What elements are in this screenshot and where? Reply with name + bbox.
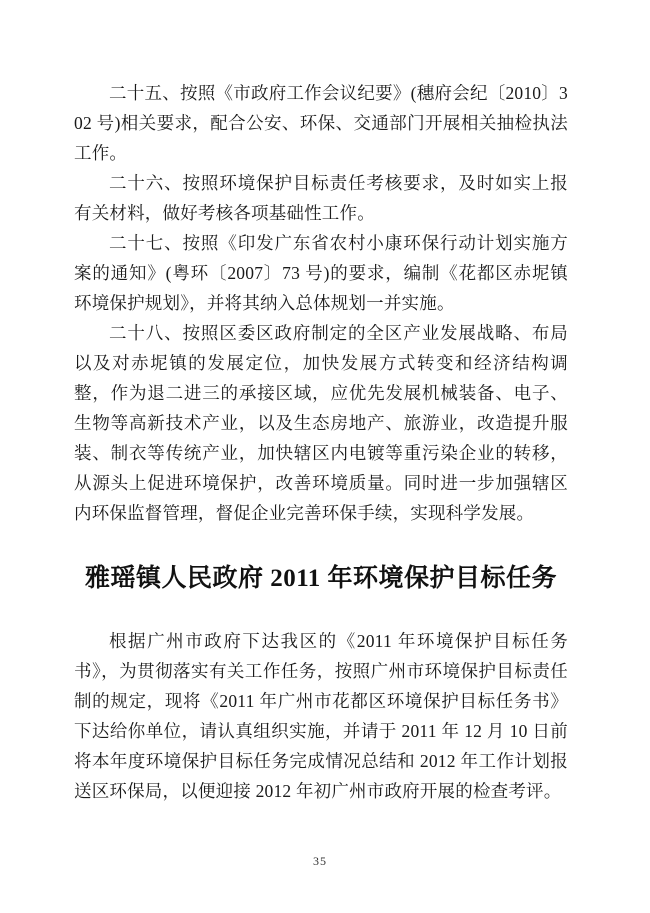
body-text-block-tasks [74,78,568,528]
section-heading: 雅瑶镇人民政府 2011 年环境保护目标任务 [84,565,558,592]
paragraph-item-27: 二十七、按照《印发广东省农村小康环保行动计划实施方案的通知》(粤环〔2007〕73 号)的要求，编制《花都区赤坭镇环境保护规划》，并将其纳入总体规划一并实施。 [74,233,568,313]
page-number: 35 [313,854,327,868]
paragraph-intro: 根据广州市政府下达我区的《2011 年环境保护目标任务书》，为贯彻落实有关工作任务，按照广州市环境保护目标责任制的规定，现将《2011 年广州市花都区环境保护目标任务书》下达给你单位，请认真组织实施，并请于 2011 年 12 月 10 日前将本年度环境保护目标任务完成情况总结和 2012 年工作计划报送区环保局，以便迎接 2012 年初广州市政府开展的检查考评。 [74,631,568,801]
paragraph-item-25: 二十五、按照《市政府工作会议纪要》(穗府会纪〔2010〕302 号)相关要求，配合公安、环保、交通部门开展相关抽检执法工作。 [74,83,568,163]
paragraph-item-26: 二十六、按照环境保护目标责任考核要求，及时如实上报有关材料，做好考核各项基础性工作。 [74,173,568,223]
paragraph-item-28: 二十八、按照区委区政府制定的全区产业发展战略、布局以及对赤坭镇的发展定位，加快发展方式转变和经济结构调整，作为退二进三的承接区域，应优先发展机械装备、电子、生物等高新技术产业，以及生态房地产、旅游业，改造提升服装、制衣等传统产业，加快辖区内电镀等重污染企业的转移，从源头上促进环境保护，改善环境质量。同时进一步加强辖区内环保监督管理，督促企业完善环保手续，实现科学发展。 [74,323,568,523]
body-text-block-intro [74,626,568,806]
